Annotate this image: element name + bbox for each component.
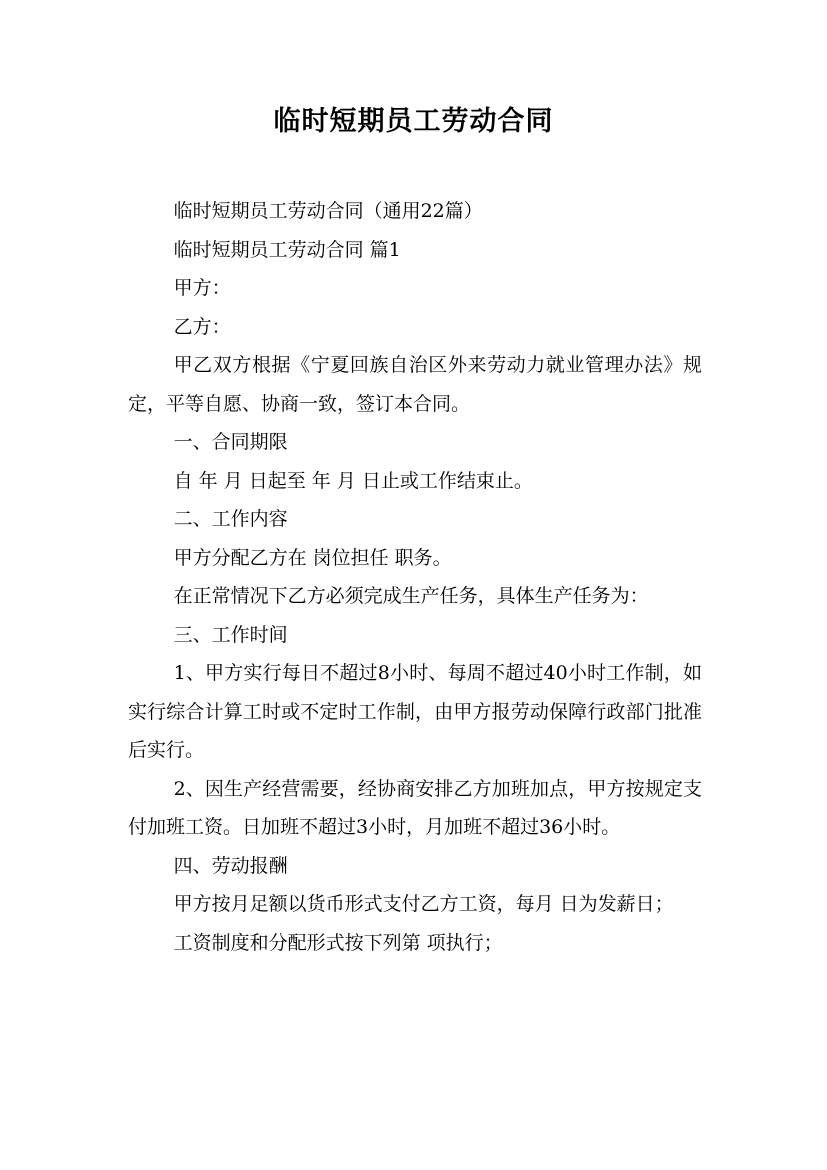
paragraph: 2、因生产经营需要，经协商安排乙方加班加点，甲方按规定支付加班工资。日加班不超过3小时，月加班不超过36小时。 (128, 777, 702, 838)
paragraph: 乙方： (173, 315, 231, 338)
paragraph: 临时短期员工劳动合同（通用22篇） (173, 200, 483, 222)
section-heading: 二、工作内容 (173, 508, 288, 530)
paragraph: 甲乙双方根据《宁夏回族自治区外来劳动力就业管理办法》规定，平等自愿、协商一致，签订本合同。 (128, 354, 702, 415)
paragraph: 自 年 月 日起至 年 月 日止或工作结束止。 (173, 469, 533, 492)
document-title: 临时短期员工劳动合同 (273, 106, 554, 137)
paragraph: 甲方按月足额以货币形式支付乙方工资，每月 日为发薪日； (173, 893, 674, 915)
paragraph: 在正常情况下乙方必须完成生产任务，具体生产任务为： (173, 585, 649, 607)
section-heading: 三、工作时间 (173, 623, 288, 646)
paragraph: 甲方分配乙方在 岗位担任 职务。 (173, 546, 452, 569)
paragraph: 1、甲方实行每日不超过8小时、每周不超过40小时工作制，如实行综合计算工时或不定时工作制，由甲方报劳动保障行政部门批准后实行。 (128, 662, 702, 761)
paragraph: 临时短期员工劳动合同 篇1 (173, 238, 401, 261)
section-heading: 四、劳动报酬 (173, 854, 288, 877)
paragraph: 工资制度和分配形式按下列第 项执行； (173, 931, 503, 954)
paragraph: 甲方： (173, 277, 231, 299)
document-body (128, 192, 702, 962)
section-heading: 一、合同期限 (173, 431, 288, 453)
